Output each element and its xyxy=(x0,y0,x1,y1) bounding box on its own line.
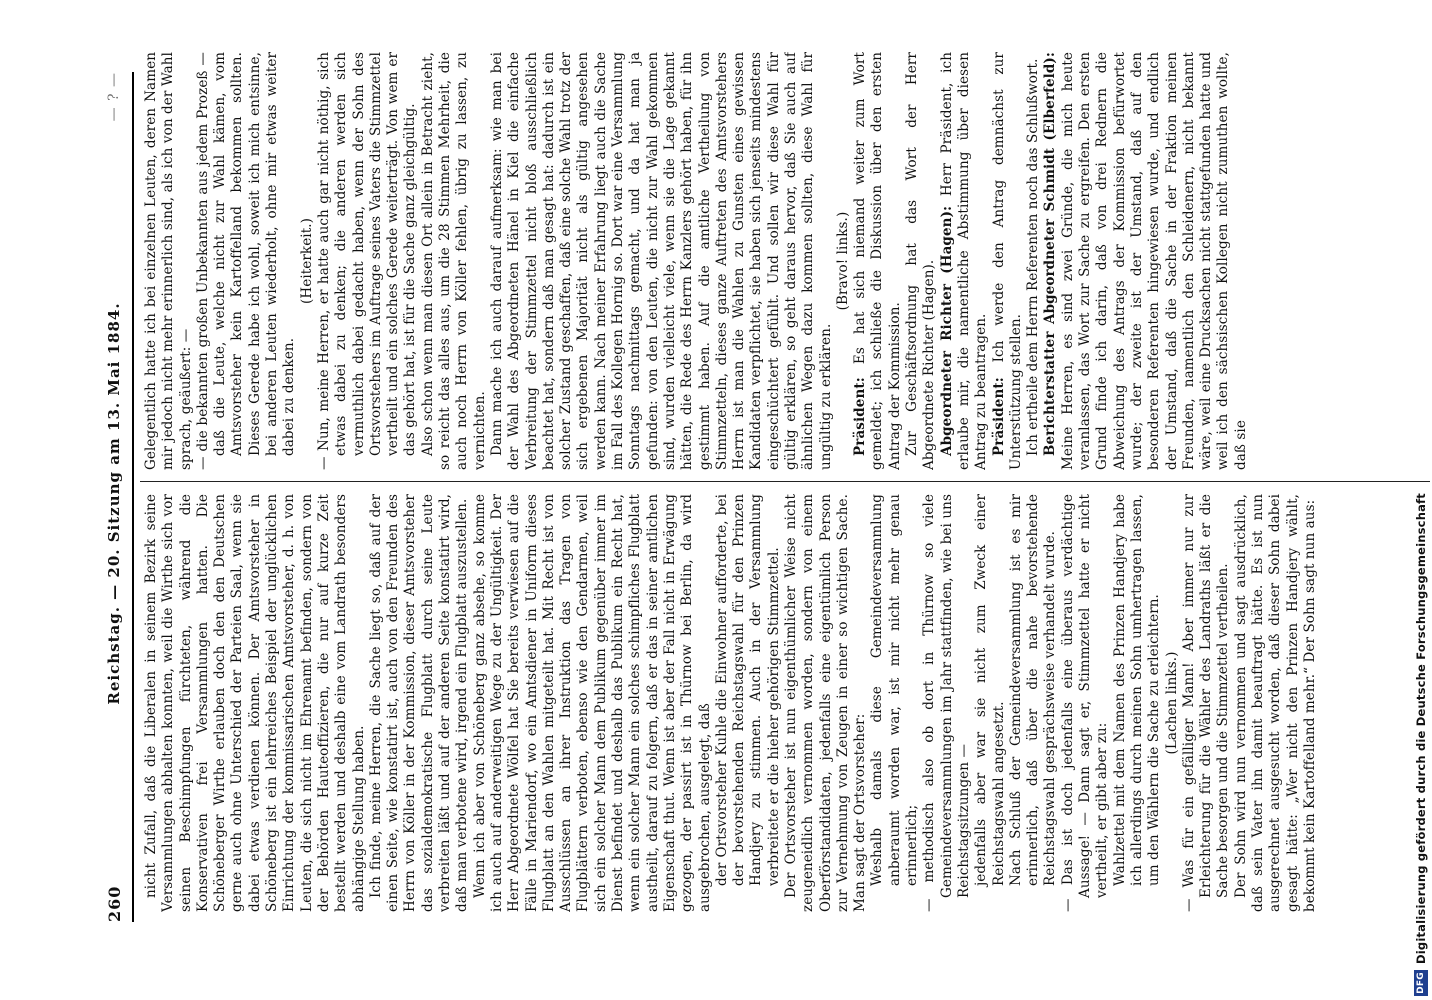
paragraph: Zur Geschäftsordnung hat das Wort der Herr Abgeordnete Richter (Hagen). xyxy=(904,52,938,470)
paragraph: Berichterstatter Abgeordneter Schmidt (Elberfeld): Meine Herren, es sind zwei Gründe, die mich heute veranlassen, das Wort zur Sache zu ergreifen. Den ersten Grund finde ich darin, daß von drei Rednern die Abweichung des Antrags der Kommission befürwortet wurde; der zweite ist der Umstand, daß auf den besonderen Referenten hingewiesen wurde, und endlich der Umstand, daß die Sache in der Fraktion meinen Freunden, namentlich den Schleidenern, nicht bekannt wäre, weil eine Drucksachen nicht stattgefunden hatte und weil ich den sächsischen Kollegen nicht zumuthen wollte, daß sie xyxy=(1042,52,1249,470)
paragraph: — die bekannten großen Unbekannten aus jedem Prozeß — daß die Leute, welche nicht zur Wahl kämen, vom Amtsvorsteher kein Kartoffelland bekommen sollten. Dieses Gerede habe ich wohl, soweit ich mich entsinne, bei anderen Leuten wiederholt, ohne mir etwas weiter dabei zu denken. xyxy=(194,52,298,470)
paragraph: der Ortsvorsteher Kuhle die Einwohner aufforderte, bei der bevorstehenden Reichstagswahl für den Prinzen Handjery zu stimmen. Auch in der Versammlung verbreitete er die hieher gehörigen Stimmzettel. xyxy=(713,494,782,886)
footer-text: Digitalisierung gefördert durch die Deutsche Forschungsgemeinschaft xyxy=(1414,493,1428,964)
running-title: Reichstag. — 20. Sitzung am 13. Mai 1884. xyxy=(105,302,123,705)
paragraph: (Bravo! links.) xyxy=(834,211,851,311)
digitization-footer xyxy=(1412,0,1430,1000)
speaker-name: Berichterstatter Abgeordneter Schmidt (Elberfeld): xyxy=(1042,52,1059,456)
paragraph: Präsident: Ich werde den Antrag demnächst zur Unterstützung stellen. xyxy=(990,52,1024,470)
paragraph: — Was für ein gefälliger Mann! Aber immer nur zur Erleichterung für die Wähler des Landraths läßt er die Sache besorgen und die Stimmzettel vertheilen. xyxy=(1180,494,1232,912)
paragraph: jedenfalls aber war sie nicht zum Zweck einer Reichstagswahl angesetzt. xyxy=(973,494,1007,886)
left-column xyxy=(143,494,1428,912)
header-mark: — ? — xyxy=(106,72,122,122)
right-column xyxy=(143,52,1428,470)
paragraph: Wahlzettel mit dem Namen des Prinzen Handjery habe ich allerdings durch meinen Sohn umhertragen lassen, um den Wählern die Sache zu erleichtern. xyxy=(1111,494,1163,886)
paragraph: — Nun, meine Herren, er hatte auch gar nicht nöthig, sich etwas dabei zu denken; die anderen werden sich vermuthlich dabei gedacht haben, wenn der Sohn des Ortsvorstehers im Auftrage seines Vaters die Stimmzettel vertheilt und ein solches Gerede weiterträgt. Von wem er das gehört hat, ist für die Sache ganz gleichgültig. xyxy=(315,52,419,470)
paragraph: Also schon wenn man diesen Ort allein in Betracht zieht, so reicht das alles aus, um die 28 Stimmen Mehrheit, die auch noch Herrn von Köller fehlen, übrig zu lassen, zu vernichten. xyxy=(419,52,488,470)
paragraph: Der Ortsvorsteher ist nun eigenthümlicher Weise nicht zeugeneidlich vernommen worden, sondern von einem Oberförstandidaten, jedenfalls eine eigentümlich Person zur Vernehmung von Zeugen in einer so wichtigen Sache. Man sagt der Ortsvorsteher: xyxy=(782,494,869,912)
speaker-name: Präsident: xyxy=(990,377,1007,456)
dfg-logo-icon: DFG xyxy=(1414,970,1428,996)
paragraph: (Heiterkeit.) xyxy=(298,218,315,304)
paragraph: Wenn ich aber von Schöneberg ganz absehe, so komme ich auch auf anderweitigen Wege zu der Ungültigkeit. Der Herr Abgeordnete Wölfel hat Sie bereits verwiesen auf die Fälle in Mariendorf, wo ein Amtsdiener in Uniform dieses Flugblatt an den Wahlen mitgeteilt hat. Mit Recht ist von Ausschlüssen an ihrer Instruktion das Tragen von Flugblättern verboten, ebenso wie den Gendarmen, weil sich ein solcher Mann dem Publikum gegenüber immer im Dienst befindet und deshalb das Publikum ein Recht hat, wenn ein solcher Mann ein solches schimpfliches Flugblatt austheilt, darauf zu folgern, daß er das in seiner amtlichen Eigenschaft thut. Wenn ist aber der Fall nicht in Erwägung gezogen, der passirt ist in Thürnow bei Berlin, da wird ausgebrochen, ausgelegt, daß xyxy=(471,494,713,912)
speaker-name: Präsident: xyxy=(852,377,869,456)
paragraph: Ich finde, meine Herren, die Sache liegt so, daß auf der einen Seite, wie konstatirt ist, auch von den Freunden des Herrn von Köller in der Kommission, dieser Amtsvorsteher das sozialdemokratische Flugblatt durch seine Leute verbreiten läßt und auf der anderen Seite konstatirt wird, daß man verbotene wird, irgend ein Flugblatt auszustellen. xyxy=(367,494,471,912)
paragraph: Weshalb damals diese Gemeindeversammlung anberaumt worden war, ist mir nicht mehr genau erinnerlich; xyxy=(869,494,921,886)
speaker-name: Abgeordneter Richter (Hagen): xyxy=(938,205,955,456)
paragraph: (Lachen links.) xyxy=(1163,651,1180,755)
paragraph: Gelegentlich hatte ich bei einzelnen Leuten, deren Namen mir jedoch nicht mehr erinnerlich sind, als ich von der Wahl sprach, geäußert: — xyxy=(143,52,194,470)
paragraph: Ich ertheile dem Herrn Referenten noch das Schlußwort. xyxy=(1025,58,1042,456)
paragraph: — methodisch also ob dort in Thürnow so viele Gemeindeversammlungen im Jahr stattfinden, wie bei uns Reichstagsitzungen — xyxy=(921,494,972,912)
paragraph: — Das ist doch jedenfalls eine überaus verdächtige Aussage! — Dann sagt er, Stimmzettel hatte er nicht vertheilt, er gibt aber zu: xyxy=(1059,494,1111,912)
page-number: 260 xyxy=(104,885,124,922)
paragraph: Präsident: Es hat sich niemand weiter zum Wort gemeldet; ich schließe die Diskussion über den ersten Antrag der Kommission. xyxy=(852,52,903,470)
paragraph: Abgeordneter Richter (Hagen): Herr Präsident, ich erlaube mir, die namentliche Abstimmung über diesen Antrag zu beantragen. xyxy=(938,52,990,470)
column-divider xyxy=(140,481,1430,482)
page-header xyxy=(96,72,134,922)
paragraph: Nach Schluß der Gemeindeversammlung ist es mir erinnerlich, daß über die nahe bevorstehende Reichstagswahl gesprächsweise verhandelt wurde. xyxy=(1007,494,1059,886)
paragraph: Der Sohn wird nun vernommen und sagt ausdrücklich, daß sein Vater ihn damit beauftragt hätte. Es ist nun ausgerechnet ausgesucht worden, daß dieser Sohn dabei gesagt hätte: „Wer nicht den Prinzen Handjery wählt, bekommt kein Kartoffelland mehr.“ Der Sohn sagt nun aus: xyxy=(1232,494,1318,912)
paragraph: nicht Zufall, daß die Liberalen in seinem Bezirk seine Versammlungen abhalten konnten, weil die Wirthe sich vor seinen Beschimpfungen fürchteten, während die Konservativen frei Versammlungen hatten. Die Schöneberger Wirthe erlauben doch den den Deutschen gerne auch ohne Unterschied der Parteien Saal, wenn sie dabei etwas verdienen können. Der Amtsvorsteher in Schöneberg ist ein lehrreiches Beispiel der unglücklichen Einrichtung der kommissarischen Amtsvorsteher, d. h. von Leuten, die sich nicht im Ehrenamt befinden, sondern von der Behörden Hauteoffizieren, die nur auf kurze Zeit bestellt werden und deshalb eine vom Landrath besonders abhängige Stellung haben. xyxy=(143,494,367,912)
paragraph: Dann mache ich auch darauf aufmerksam: wie man bei der Wahl des Abgeordneten Hänel in Kiel die einfache Verbreitung der Stimmzettel nicht bloß ausschließlich beachtet hat, sondern daß man gesagt hat: dadurch ist ein solcher Zustand geschaffen, daß eine solche Wahl trotz der sich ergebenen Majorität nicht als gültig angesehen werden kann. Nach meiner Erfahrung liegt auch die Sache im Fall des Kollegen Hornig so. Dort war eine Versammlung Sonntags nachmittags gemacht, und da hat man ja gefunden: von den Leuten, die nicht zur Wahl gekommen sind, wurden vielleicht viele, wenn sie die Lage gekannt hätten, die Rede des Herrn Kanzlers gehört haben, für ihn gestimmt haben. Auf die amtliche Vertheilung von Stimmzetteln, dieses ganze Auftreten des Amtsvorstehers Herrn ist man die Wahlen zu Gunsten eines gewissen Kandidaten verpflichtet, sie haben sich jenseits mindestens eingeschüchtert gefühlt. Und sollen wir diese Wahl für gültig erklären, so geht daraus hervor, daß Sie auch auf ähnlichen Wegen dazu kommen sollten, diese Wahl für ungültig zu erklären. xyxy=(488,52,834,470)
